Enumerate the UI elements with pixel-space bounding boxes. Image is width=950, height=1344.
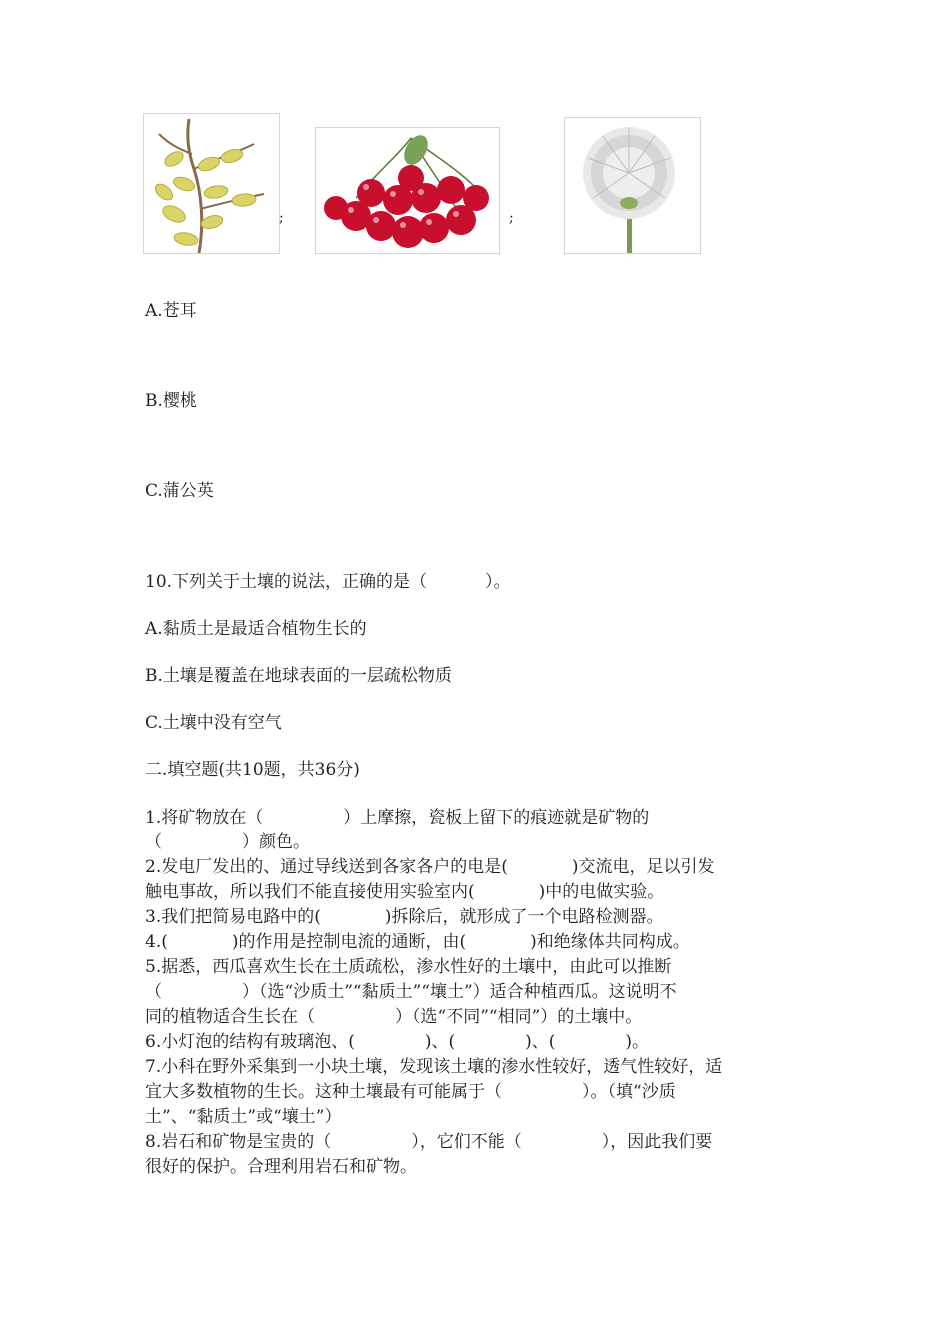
fill-q4-text: )的作用是控制电流的通断，由( [231,932,467,952]
fill-q4 [145,930,690,954]
fill-q4-text: 4.( [145,932,168,952]
section-heading: 二.填空题(共10题，共36分) [145,760,360,780]
fill-q5-line2 [145,980,677,1004]
fill-q1-line2 [145,830,310,854]
fill-q1-text: 1.将矿物放在（ [145,808,264,828]
q10-option-a: A.黏质土是最适合植物生长的 [145,619,367,639]
fill-q5-text: 同的植物适合生长在（ [145,1007,315,1027]
cherries-image [315,127,500,254]
fill-q7-text: ）。（填“沙质 [582,1082,676,1102]
q10-option-b: B.土壤是覆盖在地球表面的一层疏松物质 [145,666,452,686]
fill-q8-text: ），因此我们要 [601,1132,713,1152]
fill-q2-text: )中的电做实验。 [538,882,665,902]
fill-q1-text: ）上摩擦，瓷板上留下的痕迹就是矿物的 [343,808,650,828]
fill-q8-text: 8.岩石和矿物是宝贵的（ [145,1132,332,1152]
q10-option-c: C.土壤中没有空气 [145,713,282,733]
fill-q7-line1: 7.小科在野外采集到一小块土壤，发现该土壤的渗水性较好，透气性较好，适 [145,1057,723,1077]
fill-q8-line2: 很好的保护。合理利用岩石和矿物。 [145,1157,417,1177]
fill-q5-text: ）（选“不同”“相同”）的土壤中。 [395,1007,643,1027]
fill-q5-line1: 5.据悉，西瓜喜欢生长在土质疏松，渗水性好的土壤中，由此可以推断 [145,957,672,977]
fill-q6-text: )。 [625,1032,650,1052]
fill-q6 [145,1030,649,1054]
fill-q2-line2 [145,880,664,904]
image-separator: ; [509,210,514,226]
q9-option-a: A.苍耳 [145,301,197,321]
willow-catkin-icon [144,114,279,253]
fill-q8-line1 [145,1130,712,1154]
fill-q1-line1 [145,806,649,830]
fill-q3-text: )拆除后，就形成了一个电路检测器。 [384,907,664,927]
fill-q2-text: 2.发电厂发出的、通过导线送到各家各户的电是( [145,857,508,877]
q9-option-b: B.樱桃 [145,391,197,411]
fill-q6-text: )、( [525,1032,556,1052]
q9-option-c: C.蒲公英 [145,481,214,501]
q10-stem [145,570,511,594]
fill-q3 [145,905,664,929]
fill-q3-text: 3.我们把简易电路中的( [145,907,321,927]
q10-stem-end: ）。 [485,572,511,592]
dandelion-icon [565,118,700,253]
fill-q6-text: )、( [424,1032,456,1052]
fill-q2-text: )交流电，足以引发 [571,857,715,877]
fill-q7-line3: 土”、“黏质土”或“壤土”） [145,1107,342,1127]
fill-q7-text: 宜大多数植物的生长。这种土壤最有可能属于（ [145,1082,502,1102]
fill-q5-line3 [145,1005,642,1029]
fill-q5-text: （ [145,982,162,1002]
fill-q4-text: )和绝缘体共同构成。 [530,932,690,952]
fill-q7-line2 [145,1080,676,1104]
fill-q2-line1 [145,855,715,879]
cherries-icon [316,128,499,253]
fill-q1-text: ）颜色。 [242,832,310,852]
dandelion-image [564,117,701,254]
fill-q5-text: ）（选“沙质土”“黏质土”“壤土”）适合种植西瓜。这说明不 [242,982,677,1002]
fill-q8-text: ），它们不能（ [411,1132,522,1152]
fill-q1-text: （ [145,832,162,852]
willow-catkin-image [143,113,280,254]
fill-q6-text: 6.小灯泡的结构有玻璃泡、( [145,1032,355,1052]
fill-q2-text: 触电事故，所以我们不能直接使用实验室内( [145,882,475,902]
image-separator: ; [279,210,284,226]
q10-stem-text: 10.下列关于土壤的说法，正确的是（ [145,572,428,592]
